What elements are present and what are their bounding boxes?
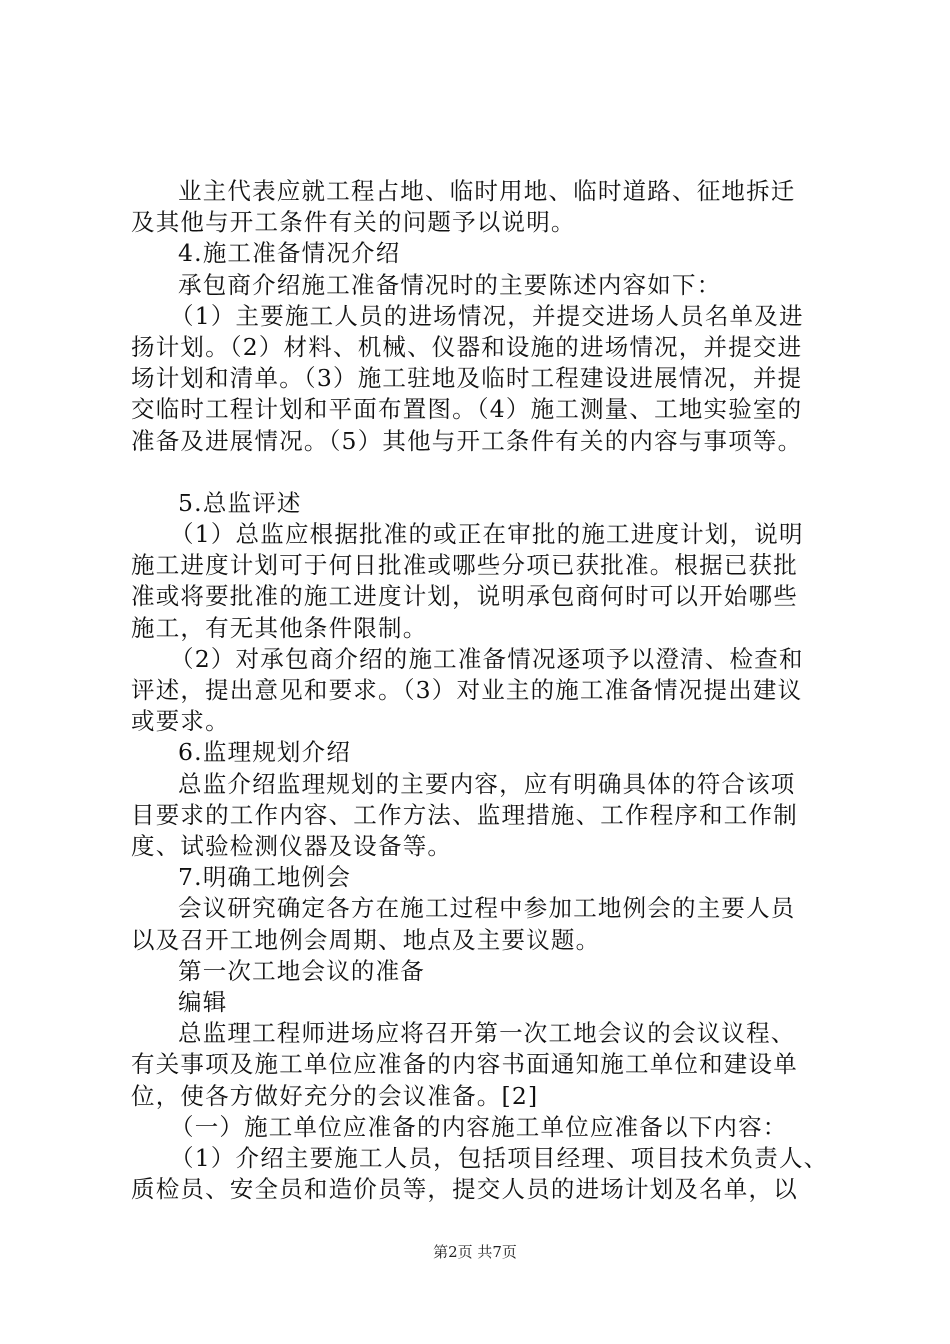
text-line: 及其他与开工条件有关的问题予以说明。 [131, 208, 576, 237]
text-line: （1）主要施工人员的进场情况，并提交进场人员名单及进 [170, 301, 804, 330]
text-line: 准备及进展情况。（5）其他与开工条件有关的内容与事项等。 [131, 426, 803, 455]
text-line: 5.总监评述 [178, 488, 302, 517]
text-line: 承包商介绍施工准备情况时的主要陈述内容如下： [178, 270, 722, 299]
text-line: 评述，提出意见和要求。（3）对业主的施工准备情况提出建议 [131, 676, 803, 705]
text-line: 4.施工准备情况介绍 [178, 239, 401, 268]
text-line: 度、试验检测仪器及设备等。 [131, 832, 453, 861]
text-line: 扬计划。（2）材料、机械、仪器和设施的进场情况，并提交进 [131, 333, 803, 362]
text-line: 编辑 [178, 988, 228, 1017]
text-line: 场计划和清单。（3）施工驻地及临时工程建设进展情况，并提 [131, 364, 803, 393]
text-line: 6.监理规划介绍 [178, 738, 352, 767]
text-line: 业主代表应就工程占地、临时用地、临时道路、征地拆迁 [178, 177, 796, 205]
text-line: 位，使各方做好充分的会议准备。[2] [131, 1081, 539, 1110]
text-line: 总监理工程师进场应将召开第一次工地会议的会议议程、 [178, 1019, 796, 1048]
blank-line [131, 457, 861, 488]
text-line: 准或将要批准的施工进度计划，说明承包商何时可以开始哪些 [131, 582, 798, 611]
text-line: （2）对承包商介绍的施工准备情况逐项予以澄清、检查和 [170, 644, 804, 673]
text-line: （1）介绍主要施工人员，包括项目经理、项目技术负责人、 [170, 1144, 829, 1173]
text-line: 施工进度计划可于何日批准或哪些分项已获批准。根据已获批 [131, 551, 798, 580]
text-line: 交临时工程计划和平面布置图。（4）施工测量、工地实验室的 [131, 395, 803, 424]
text-line: 目要求的工作内容、工作方法、监理措施、工作程序和工作制 [131, 800, 798, 829]
text-line: 以及召开工地例会周期、地点及主要议题。 [131, 925, 601, 954]
text-line: （一）施工单位应准备的内容施工单位应准备以下内容： [170, 1112, 788, 1141]
text-line: （1）总监应根据批准的或正在审批的施工进度计划，说明 [170, 520, 804, 549]
text-line: 会议研究确定各方在施工过程中参加工地例会的主要人员 [178, 894, 796, 923]
text-line: 施工，有无其他条件限制。 [131, 613, 428, 642]
text-line: 质检员、安全员和造价员等，提交人员的进场计划及名单，以 [131, 1175, 798, 1204]
text-line: 或要求。 [131, 707, 230, 736]
text-line: 第一次工地会议的准备 [178, 956, 425, 985]
text-line: 总监介绍监理规划的主要内容，应有明确具体的符合该项 [178, 769, 796, 798]
text-line: 7.明确工地例会 [178, 863, 352, 892]
page-number-footer: 第2页 共7页 [433, 1243, 517, 1261]
text-line: 有关事项及施工单位应准备的内容书面通知施工单位和建设单 [131, 1050, 798, 1079]
document-body [131, 176, 861, 1206]
